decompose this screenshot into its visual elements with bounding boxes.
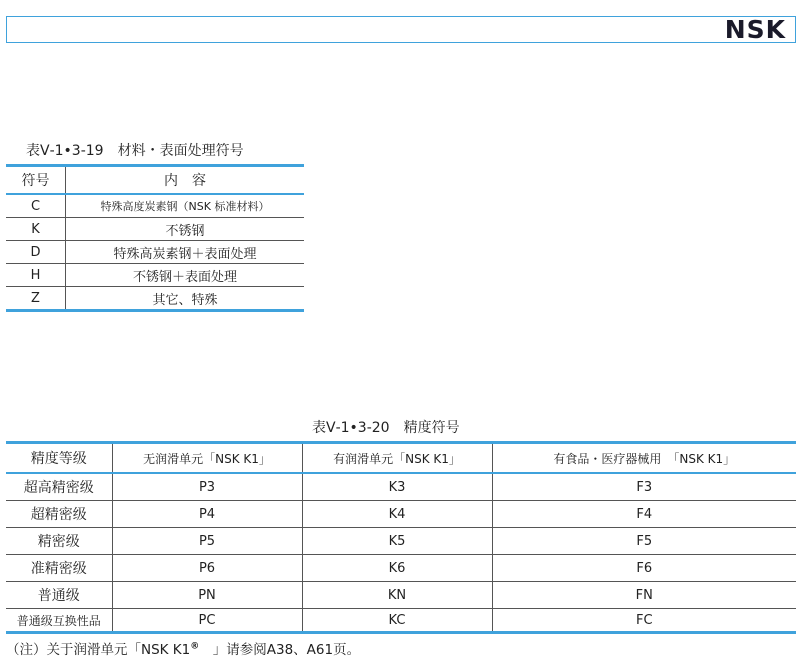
symbol-cell: H	[6, 264, 66, 287]
food-medical-cell: FC	[492, 609, 796, 633]
with-lube-cell: K6	[302, 555, 492, 582]
content-cell: 特殊高炭素钢＋表面处理	[66, 241, 305, 264]
grade-cell: 准精密级	[6, 555, 112, 582]
table-row	[6, 241, 304, 264]
no-lube-cell: P4	[112, 501, 302, 528]
table-row	[6, 264, 304, 287]
nsk-logo: NSK	[724, 15, 786, 44]
header-no-lube: 无润滑单元「NSK K1」	[112, 443, 302, 474]
header-content: 内 容	[66, 166, 305, 195]
grade-cell: 精密级	[6, 528, 112, 555]
table2-caption: 表Ⅴ-1•3-20 精度符号	[312, 420, 460, 436]
content-cell: 其它、特殊	[66, 287, 305, 311]
table-row	[6, 287, 304, 311]
content-cell: 特殊高度炭素钢（NSK 标准材料）	[66, 194, 305, 218]
precision-symbol-table	[6, 441, 796, 634]
grade-cell: 超精密级	[6, 501, 112, 528]
table-header-row	[6, 443, 796, 474]
food-medical-cell: F6	[492, 555, 796, 582]
with-lube-cell: KN	[302, 582, 492, 609]
header-food-medical: 有食品・医疗器械用 「NSK K1」	[492, 443, 796, 474]
table-row	[6, 194, 304, 218]
header-grade: 精度等级	[6, 443, 112, 474]
header-symbol: 符号	[6, 166, 66, 195]
table-row	[6, 528, 796, 555]
symbol-cell: D	[6, 241, 66, 264]
no-lube-cell: PN	[112, 582, 302, 609]
food-medical-cell: FN	[492, 582, 796, 609]
food-medical-cell: F4	[492, 501, 796, 528]
grade-cell: 超高精密级	[6, 473, 112, 501]
registered-mark: ®	[190, 641, 200, 652]
no-lube-cell: PC	[112, 609, 302, 633]
table-row	[6, 218, 304, 241]
no-lube-cell: P6	[112, 555, 302, 582]
footnote-text-start: （注）关于润滑单元「NSK K1	[6, 642, 191, 658]
food-medical-cell: F3	[492, 473, 796, 501]
table-row	[6, 555, 796, 582]
header-bar	[6, 16, 796, 43]
no-lube-cell: P5	[112, 528, 302, 555]
symbol-cell: Z	[6, 287, 66, 311]
no-lube-cell: P3	[112, 473, 302, 501]
food-medical-cell: F5	[492, 528, 796, 555]
material-symbol-table	[6, 164, 304, 312]
with-lube-cell: K5	[302, 528, 492, 555]
grade-cell: 普通级互换性品	[6, 609, 112, 633]
footnote-text-end: 」请参阅A38、A61页。	[199, 642, 361, 658]
content-cell: 不锈钢＋表面处理	[66, 264, 305, 287]
table-row	[6, 582, 796, 609]
symbol-cell: K	[6, 218, 66, 241]
header-with-lube: 有润滑单元「NSK K1」	[302, 443, 492, 474]
symbol-cell: C	[6, 194, 66, 218]
with-lube-cell: K4	[302, 501, 492, 528]
footnote	[6, 638, 360, 658]
with-lube-cell: KC	[302, 609, 492, 633]
with-lube-cell: K3	[302, 473, 492, 501]
table-row	[6, 501, 796, 528]
table1-caption: 表Ⅴ-1•3-19 材料・表面处理符号	[26, 143, 244, 159]
grade-cell: 普通级	[6, 582, 112, 609]
table-row	[6, 473, 796, 501]
table-row	[6, 609, 796, 633]
table-header-row	[6, 166, 304, 195]
content-cell: 不锈钢	[66, 218, 305, 241]
